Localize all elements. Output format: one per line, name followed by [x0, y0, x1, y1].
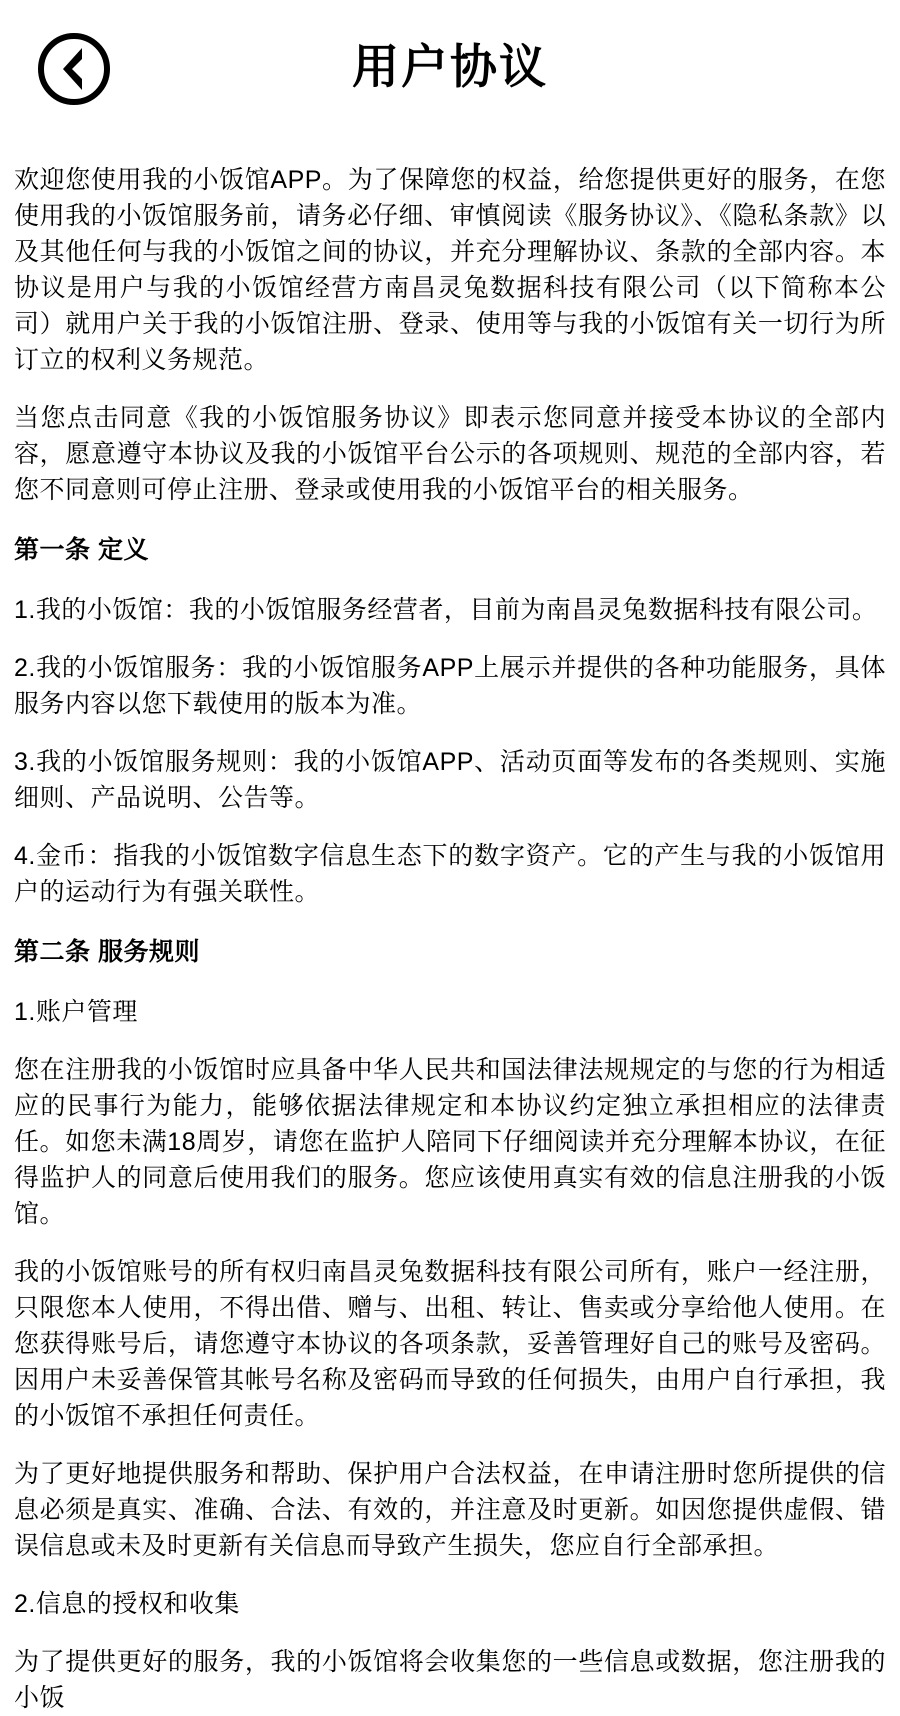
- agreement-paragraph: 2.信息的授权和收集: [14, 1590, 240, 1618]
- agreement-paragraph: 为了提供更好的服务，我的小饭馆将会收集您的一些信息或数据，您注册我的小饭: [14, 1648, 886, 1712]
- agreement-paragraph: 1.账户管理: [14, 998, 138, 1026]
- section-heading: 第二条 服务规则: [14, 938, 200, 966]
- section-heading: 第一条 定义: [14, 536, 149, 564]
- page-title: 用户协议: [352, 40, 548, 93]
- page-header: [0, 0, 900, 140]
- agreement-paragraph: 1.我的小饭馆：我的小饭馆服务经营者，目前为南昌灵兔数据科技有限公司。: [14, 596, 878, 624]
- agreement-paragraph: 3.我的小饭馆服务规则：我的小饭馆APP、活动页面等发布的各类规则、实施细则、产品说明、公告等。: [14, 748, 886, 812]
- agreement-paragraph: 欢迎您使用我的小饭馆APP。为了保障您的权益，给您提供更好的服务，在您使用我的小饭馆服务前，请务必仔细、审慎阅读《服务协议》、《隐私条款》以及其他任何与我的小饭馆之间的协议，并充分理解协议、条款的全部内容。本协议是用户与我的小饭馆经营方南昌灵兔数据科技有限公司（以下简称本公司）就用户关于我的小饭馆注册、登录、使用等与我的小饭馆有关一切行为所订立的权利义务规范。: [14, 166, 886, 374]
- agreement-content: [0, 162, 900, 1716]
- agreement-paragraph: 您在注册我的小饭馆时应具备中华人民共和国法律法规规定的与您的行为相适应的民事行为能力，能够依据法律规定和本协议约定独立承担相应的法律责任。如您未满18周岁，请您在监护人陪同下仔细阅读并充分理解本协议，在征得监护人的同意后使用我们的服务。您应该使用真实有效的信息注册我的小饭馆。: [14, 1056, 886, 1228]
- agreement-paragraph: 2.我的小饭馆服务：我的小饭馆服务APP上展示并提供的各种功能服务，具体服务内容以您下载使用的版本为准。: [14, 654, 886, 718]
- agreement-paragraph: 4.金币：指我的小饭馆数字信息生态下的数字资产。它的产生与我的小饭馆用户的运动行为有强关联性。: [14, 842, 886, 906]
- agreement-paragraph: 为了更好地提供服务和帮助、保护用户合法权益，在申请注册时您所提供的信息必须是真实、准确、合法、有效的，并注意及时更新。如因您提供虚假、错误信息或未及时更新有关信息而导致产生损失，您应自行全部承担。: [14, 1460, 886, 1560]
- agreement-paragraph: 我的小饭馆账号的所有权归南昌灵兔数据科技有限公司所有，账户一经注册，只限您本人使用，不得出借、赠与、出租、转让、售卖或分享给他人使用。在您获得账号后，请您遵守本协议的各项条款，妥善管理好自己的账号及密码。因用户未妥善保管其帐号名称及密码而导致的任何损失，由用户自行承担，我的小饭馆不承担任何责任。: [14, 1258, 886, 1430]
- agreement-paragraph: 当您点击同意《我的小饭馆服务协议》即表示您同意并接受本协议的全部内容，愿意遵守本协议及我的小饭馆平台公示的各项规则、规范的全部内容，若您不同意则可停止注册、登录或使用我的小饭馆平台的相关服务。: [14, 404, 886, 504]
